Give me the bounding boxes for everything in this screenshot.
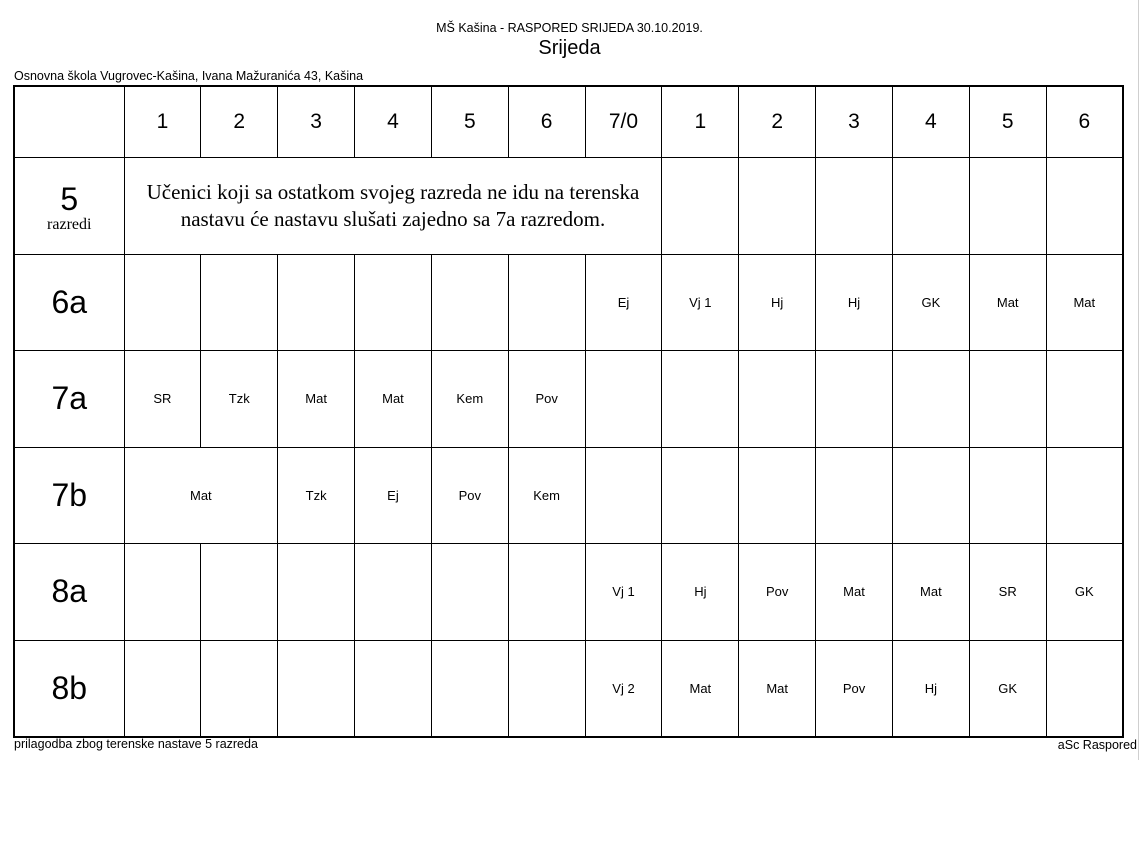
schedule-cell xyxy=(278,640,355,737)
schedule-cell: Mat xyxy=(969,254,1046,351)
schedule-cell: Mat xyxy=(278,351,355,448)
class-label-5 xyxy=(14,157,124,254)
schedule-cell xyxy=(739,447,816,544)
schedule-cell xyxy=(278,544,355,641)
class-label: 8a xyxy=(14,544,124,641)
class-label: 7b xyxy=(14,447,124,544)
schedule-cell: Tzk xyxy=(278,447,355,544)
schedule-cell xyxy=(816,447,893,544)
period-header: 2 xyxy=(739,86,816,157)
class-row-7b xyxy=(14,447,1123,544)
schedule-cell xyxy=(124,254,201,351)
schedule-cell: SR xyxy=(124,351,201,448)
class-label: 7a xyxy=(14,351,124,448)
schedule-cell: Vj 1 xyxy=(662,254,739,351)
timetable xyxy=(13,85,1124,738)
schedule-cell: GK xyxy=(969,640,1046,737)
schedule-cell xyxy=(431,544,508,641)
schedule-cell: Hj xyxy=(739,254,816,351)
schedule-cell xyxy=(124,640,201,737)
schedule-cell xyxy=(355,254,432,351)
period-header: 7/0 xyxy=(585,86,662,157)
schedule-cell xyxy=(585,351,662,448)
schedule-cell: Pov xyxy=(739,544,816,641)
schedule-cell xyxy=(431,254,508,351)
schedule-cell xyxy=(969,157,1046,254)
period-header: 4 xyxy=(355,86,432,157)
class-number: 5 xyxy=(60,180,79,217)
schedule-cell: Mat xyxy=(816,544,893,641)
schedule-cell: Kem xyxy=(431,351,508,448)
schedule-cell xyxy=(278,254,355,351)
footer-brand: aSc Raspored xyxy=(1057,738,1137,752)
schedule-cell: Hj xyxy=(816,254,893,351)
footer-note: prilagodba zbog terenske nastave 5 razreda xyxy=(14,737,258,751)
class-row-8b xyxy=(14,640,1123,737)
schedule-cell: GK xyxy=(1046,544,1123,641)
schedule-cell xyxy=(816,351,893,448)
schedule-cell xyxy=(1046,351,1123,448)
schedule-cell: Ej xyxy=(585,254,662,351)
corner-cell xyxy=(14,86,124,157)
schedule-cell: Pov xyxy=(508,351,585,448)
schedule-cell xyxy=(508,640,585,737)
schedule-cell xyxy=(355,544,432,641)
period-header: 6 xyxy=(508,86,585,157)
schedule-cell: Mat xyxy=(355,351,432,448)
period-header: 1 xyxy=(662,86,739,157)
schedule-cell: Hj xyxy=(662,544,739,641)
schedule-cell xyxy=(508,254,585,351)
schedule-cell xyxy=(124,544,201,641)
period-header: 5 xyxy=(431,86,508,157)
period-header: 5 xyxy=(969,86,1046,157)
class-label: 6a xyxy=(14,254,124,351)
schedule-cell: Mat xyxy=(1046,254,1123,351)
schedule-cell xyxy=(892,447,969,544)
schedule-cell: Kem xyxy=(508,447,585,544)
schedule-cell: Mat xyxy=(739,640,816,737)
schedule-cell: Pov xyxy=(431,447,508,544)
period-header: 1 xyxy=(124,86,201,157)
class-row-8a xyxy=(14,544,1123,641)
schedule-cell xyxy=(892,157,969,254)
class-group-label: razredi xyxy=(47,215,92,233)
schedule-cell xyxy=(892,351,969,448)
schedule-cell xyxy=(1046,157,1123,254)
schedule-cell xyxy=(662,157,739,254)
class-label: 8b xyxy=(14,640,124,737)
period-header: 4 xyxy=(892,86,969,157)
schedule-cell xyxy=(355,640,432,737)
schedule-cell: Pov xyxy=(816,640,893,737)
class-row-6a xyxy=(14,254,1123,351)
schedule-cell xyxy=(816,157,893,254)
schedule-cell-double: Mat xyxy=(124,447,278,544)
schedule-cell xyxy=(739,351,816,448)
schedule-cell: Mat xyxy=(662,640,739,737)
schedule-cell: Hj xyxy=(892,640,969,737)
schedule-cell: SR xyxy=(969,544,1046,641)
schedule-cell: Tzk xyxy=(201,351,278,448)
class5-note: Učenici koji sa ostatkom svojeg razreda ne idu na terenska nastavu će nastavu slušati zajedno sa 7a razredom. xyxy=(124,157,662,254)
document-title: MŠ Kašina - RASPORED SRIJEDA 30.10.2019. xyxy=(436,21,703,35)
schedule-cell xyxy=(662,351,739,448)
schedule-cell xyxy=(585,447,662,544)
schedule-cell xyxy=(1046,640,1123,737)
class-row-5 xyxy=(14,157,1123,254)
class-row-7a xyxy=(14,351,1123,448)
period-header: 3 xyxy=(816,86,893,157)
schedule-cell xyxy=(431,640,508,737)
schedule-cell xyxy=(739,157,816,254)
schedule-cell xyxy=(969,447,1046,544)
schedule-cell: GK xyxy=(892,254,969,351)
schedule-cell xyxy=(201,544,278,641)
schedule-cell xyxy=(969,351,1046,448)
period-header: 3 xyxy=(278,86,355,157)
period-header: 6 xyxy=(1046,86,1123,157)
period-header: 2 xyxy=(201,86,278,157)
schedule-cell: Vj 1 xyxy=(585,544,662,641)
day-title: Srijeda xyxy=(538,37,601,59)
schedule-cell xyxy=(508,544,585,641)
schedule-cell: Ej xyxy=(355,447,432,544)
school-address: Osnovna škola Vugrovec-Kašina, Ivana Mažuranića 43, Kašina xyxy=(14,69,364,83)
periods-header-row xyxy=(14,86,1123,157)
schedule-cell xyxy=(662,447,739,544)
schedule-cell: Mat xyxy=(892,544,969,641)
schedule-cell xyxy=(201,254,278,351)
schedule-cell: Vj 2 xyxy=(585,640,662,737)
schedule-cell xyxy=(201,640,278,737)
